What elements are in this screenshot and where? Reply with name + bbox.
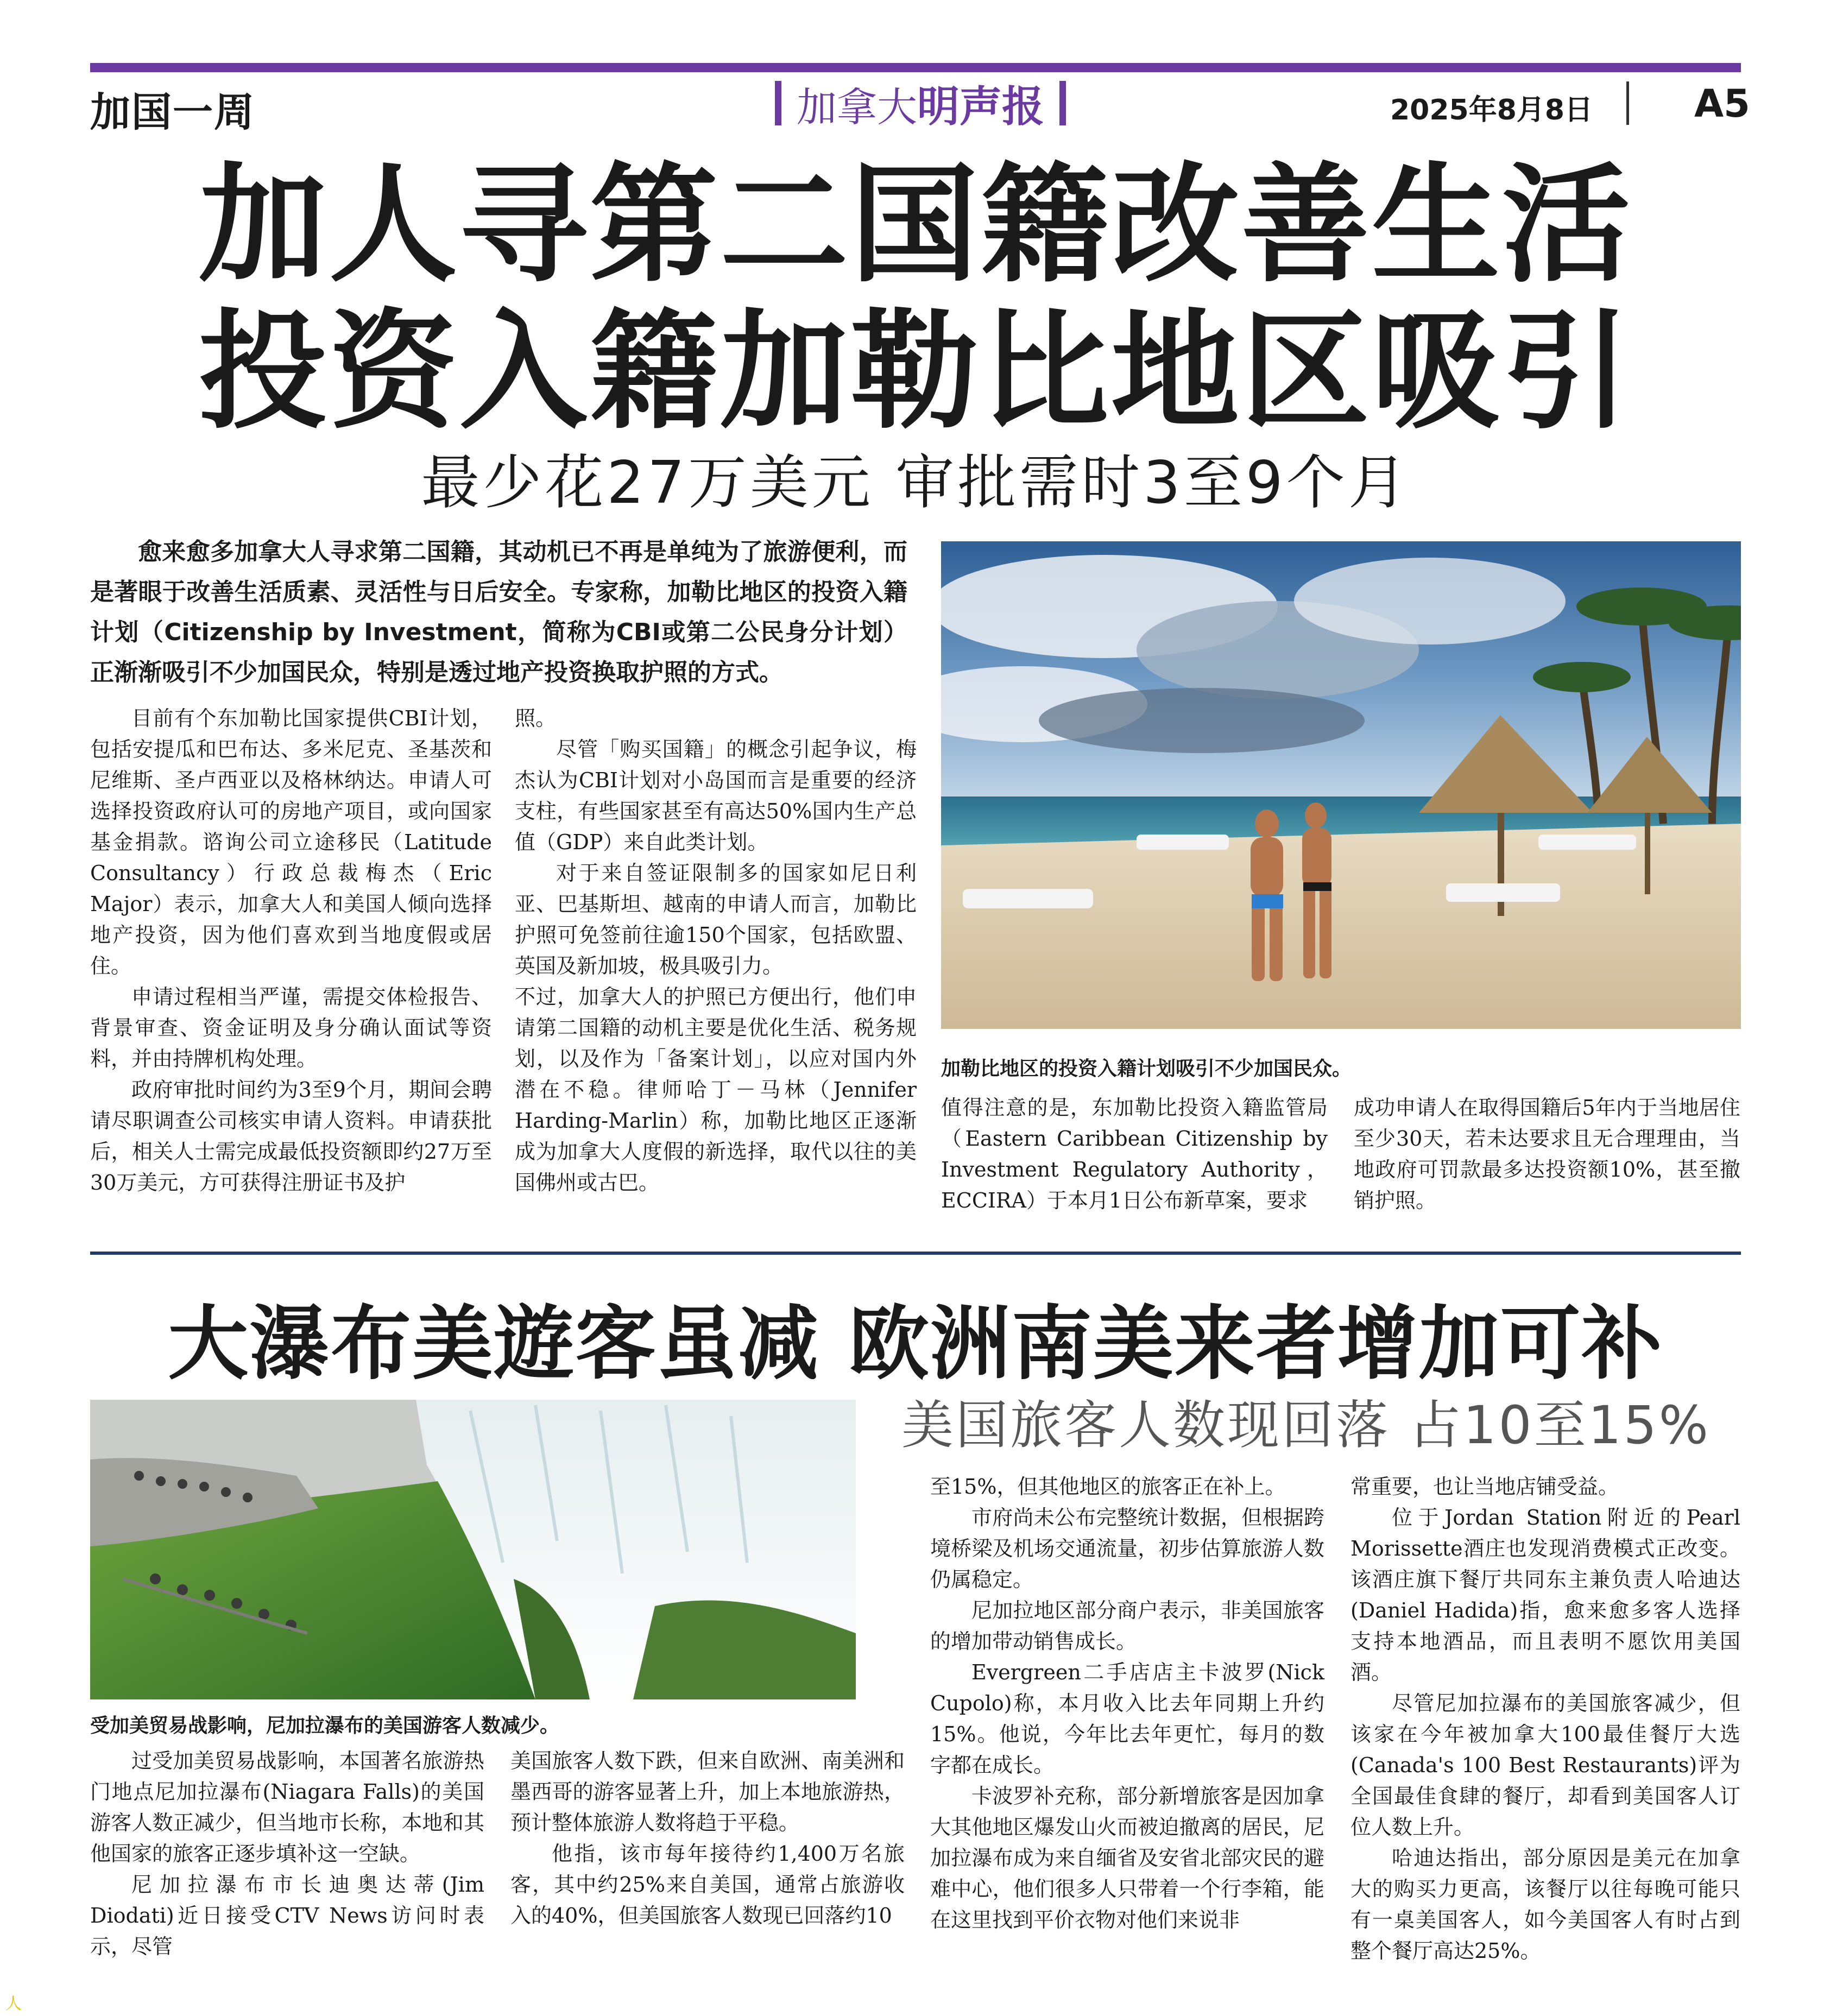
paragraph: 照。 bbox=[515, 706, 557, 730]
masthead-prefix: 加拿大 bbox=[796, 84, 917, 131]
story1-headline bbox=[90, 152, 1741, 445]
paragraph: 常重要，也让当地店铺受益。 bbox=[1350, 1475, 1619, 1499]
paragraph: 哈迪达指出，部分原因是美元在加拿大的购买力更高，该餐厅以往每晚可能只有一桌美国客人，如今美国客人有时占到整个餐厅高达25%。 bbox=[1350, 1846, 1740, 1963]
paragraph: 值得注意的是，东加勒比投资入籍监管局（Eastern Caribbean Citizenship by Investment Regulatory Authority，ECCIRA）于本月1日公布新草案，要求 bbox=[941, 1096, 1328, 1212]
story1-lead-text: 愈来愈多加拿大人寻求第二国籍，其动机已不再是单纯为了旅游便利，而是著眼于改善生活质素、灵活性与日后安全。专家称，加勒比地区的投资入籍计划（Citizenship by Investment，简称为CBI或第二公民身分计划）正渐渐吸引不少加国民众，特别是透过地产投资换取护照的方式。 bbox=[90, 538, 907, 686]
paragraph: 过受加美贸易战影响，本国著名旅游热门地点尼加拉瀑布(Niagara Falls)的美国游客人数正减少，但当地市长称，本地和其他国家的旅客正逐步填补这一空缺。 bbox=[90, 1749, 484, 1866]
paragraph: 成功申请人在取得国籍后5年内于当地居住至少30天，若未达要求且无合理理由，当地政府可罚款最多达投资额10%，甚至撤销护照。 bbox=[1354, 1096, 1740, 1212]
paragraph: 市府尚未公布完整统计数据，但根据跨境桥梁及机场交通流量，初步估算旅游人数仍属稳定。 bbox=[930, 1506, 1324, 1591]
story1-photo-caption: 加勒比地区的投资入籍计划吸引不少加国民众。 bbox=[941, 1058, 1352, 1080]
masthead-bar-right bbox=[1059, 81, 1066, 125]
paragraph: 目前有个东加勒比国家提供CBI计划，包括安提瓜和巴布达、多米尼克、圣基茨和尼维斯、圣卢西亚以及格林纳达。申请人可选择投资政府认可的房地产项目，或向国家基金捐款。谘询公司立途移民（Latitude Consultancy）行政总裁梅杰（Eric Major）表示，加拿大人和美国人倾向选择地产投资，因为他们喜欢到当地度假或居住。 bbox=[90, 706, 492, 978]
story2-subheadline: 美国旅客人数现回落 占10至15% bbox=[901, 1395, 1711, 1456]
paragraph: 对于来自签证限制多的国家如尼日利亚、巴基斯坦、越南的申请人而言，加勒比护照可免签前往逾150个国家，包括欧盟、英国及新加坡，极具吸引力。 bbox=[515, 861, 917, 978]
paragraph: 美国旅客人数下跌，但来自欧洲、南美洲和墨西哥的游客显著上升，加上本地旅游热，预计整体旅游人数将趋于平稳。 bbox=[510, 1749, 905, 1835]
paragraph: 尽管「购买国籍」的概念引起争议，梅杰认为CBI计划对小岛国而言是重要的经济支柱，有些国家甚至有高达50%国内生产总值（GDP）来自此类计划。 bbox=[515, 737, 917, 854]
story1-lead bbox=[90, 532, 907, 693]
story1-column-4 bbox=[1354, 1092, 1740, 1216]
top-rule bbox=[90, 63, 1741, 72]
masthead-bar-left bbox=[775, 81, 781, 125]
story1-column-2 bbox=[515, 703, 917, 1198]
story2-column-1 bbox=[90, 1746, 484, 1962]
paragraph: Evergreen二手店店主卡波罗(Nick Cupolo)称，本月收入比去年同期上升约15%。他说，今年比去年更忙，每月的数字都在成长。 bbox=[930, 1660, 1324, 1777]
paragraph: 位于Jordan Station附近的Pearl Morissette酒庄也发现消费模式正改变。该酒庄旗下餐厅共同东主兼负责人哈迪达(Daniel Hadida)指，愈来愈多客人选择支持本地酒品，而且表明不愿饮用美国酒。 bbox=[1350, 1506, 1740, 1684]
corner-mark: 人 bbox=[5, 1994, 22, 2013]
beach-illustration bbox=[941, 541, 1741, 1029]
story2-column-3 bbox=[930, 1471, 1324, 1936]
story1-column-1 bbox=[90, 703, 492, 1198]
masthead bbox=[744, 76, 1097, 130]
paragraph: 卡波罗补充称，部分新增旅客是因加拿大其他地区爆发山火而被迫撤离的居民，尼加拉瀑布成为来自缅省及安省北部灾民的避难中心，他们很多人只带着一个行李箱，能在这里找到平价衣物对他们来说非 bbox=[930, 1784, 1324, 1932]
caribbean-beach-photo bbox=[941, 541, 1741, 1029]
story1-headline-line2: 投资入籍加勒比地区吸引 bbox=[198, 297, 1632, 446]
paragraph: 至15%，但其他地区的旅客正在补上。 bbox=[930, 1475, 1286, 1499]
section-divider bbox=[90, 1252, 1741, 1255]
header-divider bbox=[1626, 81, 1629, 125]
story2-column-4 bbox=[1350, 1471, 1740, 1967]
paragraph: 不过，加拿大人的护照已方便出行，他们申请第二国籍的动机主要是优化生活、税务规划，以及作为「备案计划」，以应对国内外潜在不稳。律师哈丁－马林（Jennifer Harding-Marlin）称，加勒比地区正逐渐成为加拿大人度假的新选择，取代以往的美国佛州或古巴。 bbox=[515, 985, 917, 1195]
paragraph: 尼加拉瀑布市长迪奥达蒂(Jim Diodati)近日接受CTV News访问时表示，尽管 bbox=[90, 1873, 484, 1958]
story2-headline: 大瀑布美遊客虽减 欧洲南美来者增加可补 bbox=[168, 1297, 1663, 1391]
paragraph: 申请过程相当严谨，需提交体检报告、背景审查、资金证明及身分确认面试等资料，并由持牌机构处理。 bbox=[90, 985, 492, 1071]
paragraph: 政府审批时间约为3至9个月，期间会聘请尽职调查公司核实申请人资料。申请获批后，相关人士需完成最低投资额即约27万至30万美元，方可获得注册证书及护 bbox=[90, 1078, 492, 1195]
waterfall-illustration bbox=[90, 1400, 856, 1699]
paragraph: 他指，该市每年接待约1,400万名旅客，其中约25%来自美国，通常占旅游收入的40%，但美国旅客人数现已回落约10 bbox=[510, 1842, 905, 1927]
section-title: 加国一周 bbox=[90, 89, 255, 136]
story1-column-3 bbox=[941, 1092, 1328, 1216]
niagara-falls-photo bbox=[90, 1400, 856, 1699]
story2-column-2 bbox=[510, 1746, 905, 1931]
masthead-name: 明声报 bbox=[917, 83, 1044, 131]
story1-subheadline: 最少花27万美元 审批需时3至9个月 bbox=[421, 449, 1410, 517]
paragraph: 尽管尼加拉瀑布的美国旅客减少，但该家在今年被加拿大100最佳餐厅大选(Canada's 100 Best Restaurants)评为全国最佳食肆的餐厅，却看到美国客人订位人数上升。 bbox=[1350, 1691, 1740, 1839]
page-number: A5 bbox=[1694, 81, 1750, 126]
story2-photo-caption: 受加美贸易战影响，尼加拉瀑布的美国游客人数减少。 bbox=[90, 1715, 560, 1737]
story1-headline-line1: 加人寻第二国籍改善生活 bbox=[198, 150, 1632, 300]
paragraph: 尼加拉地区部分商户表示，非美国旅客的增加带动销售成长。 bbox=[930, 1598, 1324, 1653]
issue-date: 2025年8月8日 bbox=[1390, 94, 1593, 127]
